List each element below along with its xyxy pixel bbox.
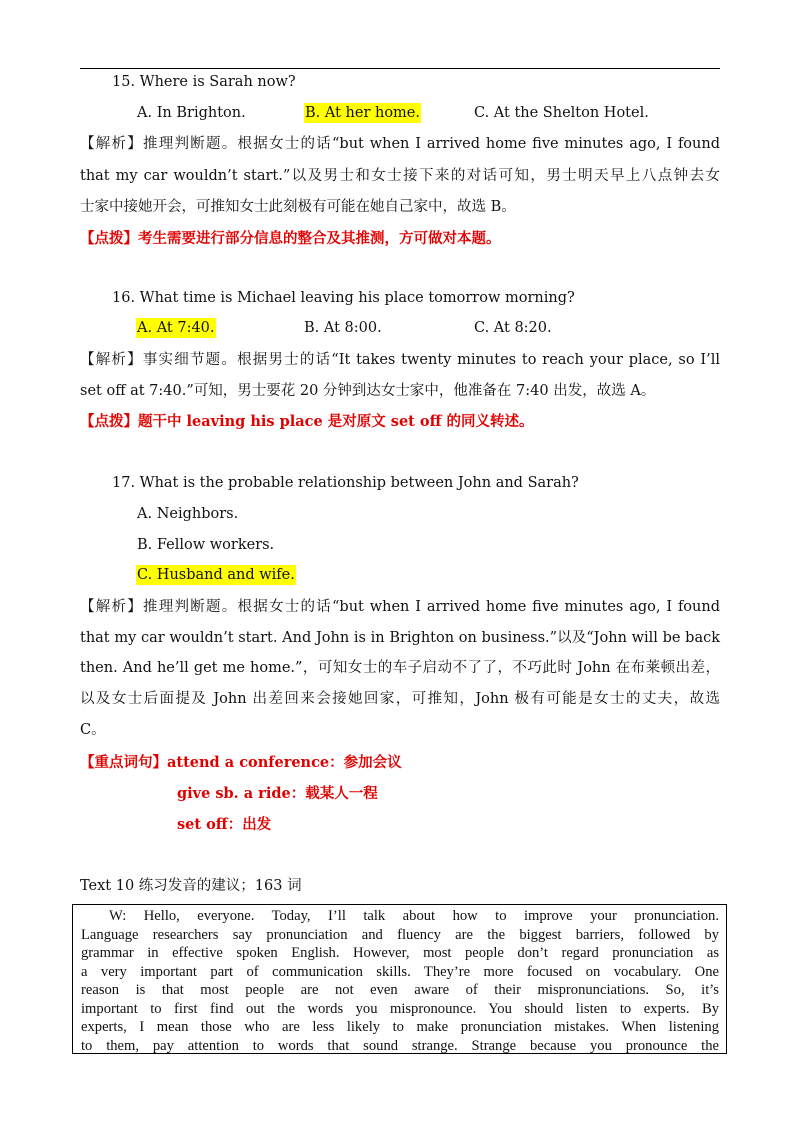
q15-option-c: C. At the Shelton Hotel. <box>474 105 649 121</box>
q17-option-c: C. Husband and wife. <box>137 567 295 583</box>
transcript-line: to them, pay attention to words that sound strange. Strange because you pronounce the <box>81 1037 719 1054</box>
transcript-line: Language researchers say pronunciation and fluency are the biggest barriers, followed by <box>81 926 719 943</box>
transcript-line: experts, I mean those who are less likely to make pronunciation mistakes. When listening <box>81 1019 719 1035</box>
q15-analysis-tag: 【解析】 <box>80 136 143 152</box>
q16-option-a: A. At 7:40. <box>137 320 215 336</box>
q17-option-b: B. Fellow workers. <box>137 537 275 553</box>
transcript-line: a very important part of communication skills. They’re more focused on vocabulary. One <box>81 963 719 980</box>
q15-analysis-line-1: 【解析】推理判断题。根据女士的话“but when I arrived home five minutes ago, I found <box>80 136 720 152</box>
text10-heading: Text 10 练习发音的建议；163 词 <box>80 878 302 894</box>
q17-analysis-line-4: 以及女士后面提及 John 出差回来会接她回家，可推知，John 极有可能是女士的丈夫，故选 <box>80 691 720 707</box>
transcript-box <box>72 904 727 1054</box>
q17-analysis-line-5: C。 <box>80 722 106 738</box>
q17-analysis-tag: 【解析】 <box>80 599 143 615</box>
transcript-line: grammar in effective spoken English. However, most people don’t regard pronunciation as <box>81 945 719 961</box>
q15-option-a: A. In Brighton. <box>137 105 246 121</box>
transcript-line: W: Hello, everyone. Today, I’ll talk about how to improve your pronunciation. <box>109 908 719 924</box>
q15-analysis-line-3: 士家中接她开会，可推知女士此刻极有可能在她自己家中，故选 B。 <box>80 199 516 215</box>
q16-analysis-tag: 【解析】 <box>80 352 143 368</box>
q17-analysis-line-3: then. And he’ll get me home.”，可知女士的车子启动不了了，不巧此时 John 在布莱顿出差， <box>80 660 720 676</box>
q16-analysis-line-1: 【解析】事实细节题。根据男士的话“It takes twenty minutes to reach your place, so I’ll <box>80 352 721 368</box>
q15-question: 15. Where is Sarah now? <box>112 74 296 90</box>
q17-key-item: set off：出发 <box>177 816 272 833</box>
q17-analysis-line-1: 【解析】推理判断题。根据女士的话“but when I arrived home five minutes ago, I found <box>80 599 720 615</box>
q15-tip: 【点拨】考生需要进行部分信息的整合及其推测，方可做对本题。 <box>80 230 501 247</box>
q16-question: 16. What time is Michael leaving his place tomorrow morning? <box>112 290 575 306</box>
q15-option-b: B. At her home. <box>305 105 420 121</box>
q17-key-item: give sb. a ride：载某人一程 <box>177 785 378 802</box>
q17-key-item: attend a conference：参加会议 <box>167 754 402 771</box>
q16-analysis-line-2: set off at 7:40.”可知，男士要花 20 分钟到达女士家中，他准备在 7:40 出发，故选 A。 <box>80 383 656 399</box>
q16-option-b: B. At 8:00. <box>304 320 382 336</box>
q17-question: 17. What is the probable relationship between John and Sarah? <box>112 475 579 491</box>
q16-tip: 【点拨】题干中 leaving his place 是对原文 set off 的同义转述。 <box>80 413 534 430</box>
q17-key-row-1 <box>80 753 720 773</box>
q16-option-c: C. At 8:20. <box>474 320 552 336</box>
header-rule <box>80 68 720 69</box>
q15-analysis-line-2: that my car wouldn’t start.”以及男士和女士接下来的对话可知，男士明天早上八点钟去女 <box>80 168 720 184</box>
q17-key-tag: 【重点词句】 <box>80 754 167 771</box>
q17-option-a: A. Neighbors. <box>137 506 239 522</box>
transcript-line: important to first find out the words you mispronounce. You should listen to experts. By <box>81 1000 719 1017</box>
transcript-line: reason is that most people are not even aware of their mispronunciations. So, it’s <box>81 982 719 998</box>
q17-analysis-line-2: that my car wouldn’t start. And John is in Brighton on business.”以及“John will be back <box>80 630 720 646</box>
